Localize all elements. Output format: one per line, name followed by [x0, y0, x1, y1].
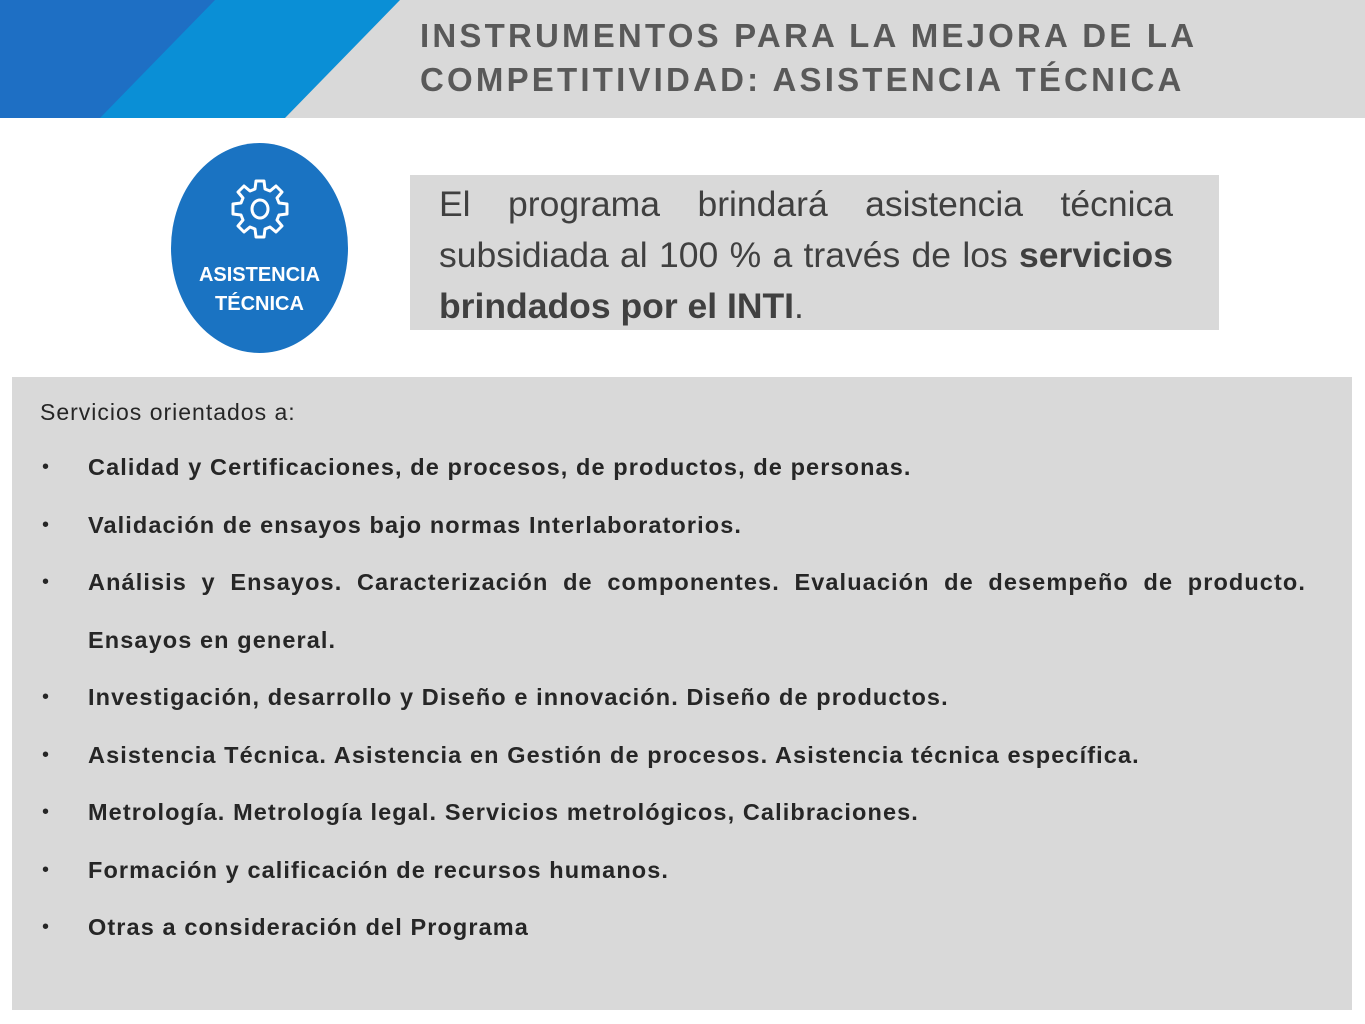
bullet: • — [42, 858, 51, 881]
list-item-text: Investigación, desarrollo y Diseño e innovación. Diseño de productos. — [88, 684, 949, 710]
list-item — [40, 784, 1306, 842]
header-decoration — [0, 0, 420, 118]
bullet: • — [42, 801, 51, 823]
list-item — [40, 497, 1306, 555]
list-item-text: Calidad y Certificaciones, de procesos, de productos, de personas. — [88, 454, 912, 480]
list-item-text: Metrología. Metrología legal. Servicios metrológicos, Calibraciones. — [88, 799, 919, 825]
list-item-text: Asistencia Técnica. Asistencia en Gestión de procesos. Asistencia técnica específica. — [88, 741, 1140, 768]
list-item — [40, 727, 1306, 785]
bullet: • — [42, 456, 51, 478]
badge-label — [171, 261, 348, 319]
list-item — [40, 899, 1306, 957]
list-item-text: Formación y calificación de recursos humanos. — [88, 856, 670, 883]
intro-box — [410, 175, 1219, 330]
bullet: • — [42, 743, 51, 766]
services-panel — [12, 377, 1352, 1010]
list-item-text: Análisis y Ensayos. Caracterización de componentes. Evaluación de desempeño de producto. Ensayos en general. — [88, 569, 1306, 653]
list-item — [40, 669, 1306, 727]
bullet: • — [42, 571, 51, 593]
list-item — [40, 554, 1306, 669]
list-item — [40, 439, 1306, 497]
services-list — [40, 439, 1306, 957]
intro-text-end: . — [794, 286, 804, 326]
gear-icon — [230, 177, 290, 241]
list-item-text: Validación de ensayos bajo normas Interlaboratorios. — [88, 511, 743, 538]
header-band — [0, 0, 1365, 118]
list-item-text: Otras a consideración del Programa — [88, 914, 529, 940]
list-item — [40, 842, 1306, 900]
badge-label-line2: TÉCNICA — [215, 293, 304, 315]
bullet: • — [42, 513, 51, 536]
page-title: INSTRUMENTOS PARA LA MEJORA DE LA COMPETITIVIDAD: ASISTENCIA TÉCNICA — [420, 17, 1197, 98]
intro-text-bold: servicios brindados por el INTI — [439, 235, 1173, 326]
badge-label-line1: ASISTENCIA — [198, 264, 321, 286]
bullet: • — [42, 686, 51, 708]
intro-text-start: El programa brindará asistencia técnica subsidiada al 100 % a través de los — [439, 184, 1173, 275]
bullet: • — [42, 916, 51, 938]
asistencia-tecnica-badge — [171, 143, 348, 353]
intro-text — [439, 179, 1173, 332]
services-heading: Servicios orientados a: — [40, 399, 296, 425]
